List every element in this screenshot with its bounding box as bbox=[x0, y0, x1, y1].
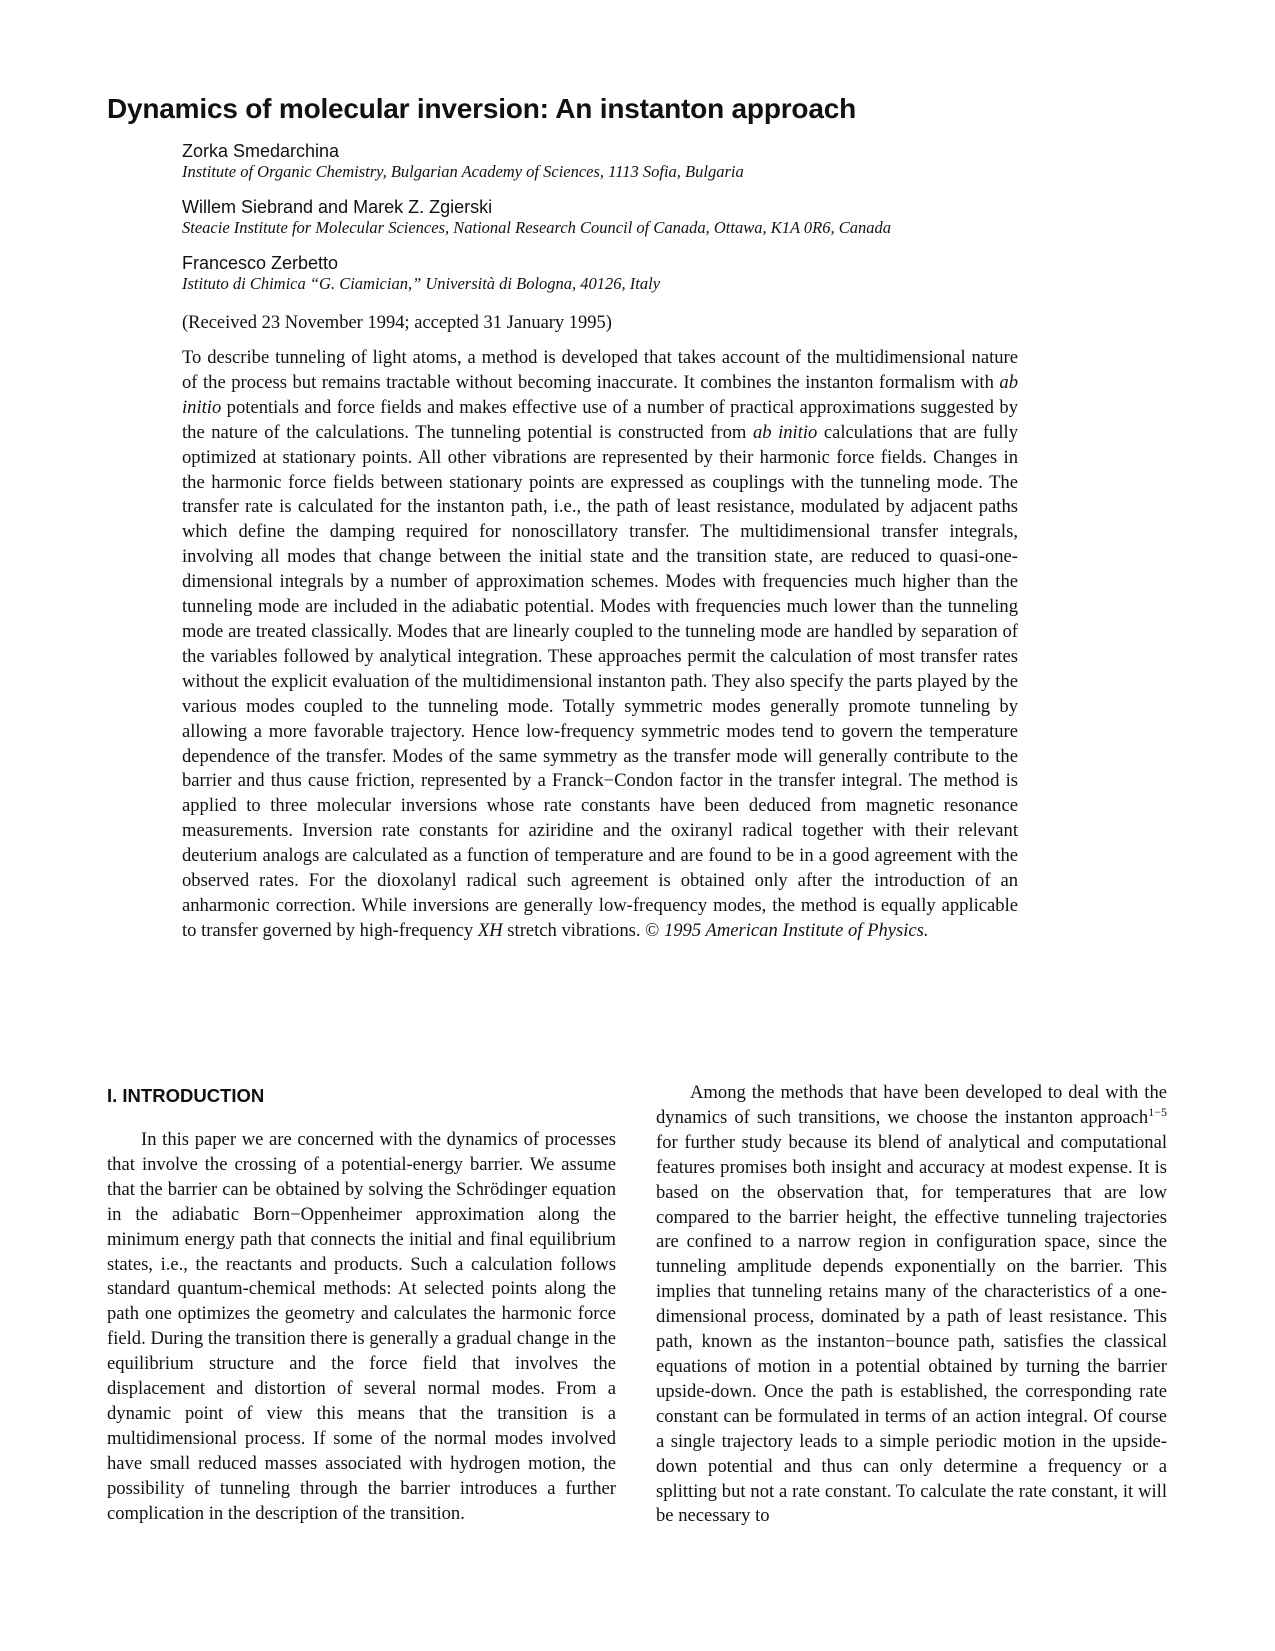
body-text: for further study because its blend of analytical and computational features promises both insight and accuracy at modest expense. It is based on the observation that, for temperatures that are low compared to the barrier height, the effective tunneling trajectories are confined to a narrow region in configuration space, since the tunneling amplitude depends exponentially on the barrier. This implies that tunneling retains many of the characteristics of a one-dimensional process, dominated by a path of least resistance. This path, known as the instanton−bounce path, satisfies the classical equations of motion in a potential obtained by turning the barrier upside-down. Once the path is established, the corresponding rate constant can be formulated in terms of an action integral. Of course a single trajectory leads to a simple periodic motion in the upside-down potential and thus can only determine a frequency or a splitting but not a rate constant. To calculate the rate constant, it will be necessary to bbox=[656, 1131, 1167, 1527]
paper-title: Dynamics of molecular inversion: An instanton approach bbox=[107, 93, 856, 124]
citation-reference: 1−5 bbox=[1148, 1104, 1167, 1119]
author-name: Willem Siebrand and Marek Z. Zgierski bbox=[182, 197, 493, 217]
body-column-right bbox=[656, 1081, 1167, 1529]
author-affiliation: Steacie Institute for Molecular Sciences, National Research Council of Canada, Ottawa, K1A 0R6, Canada bbox=[182, 218, 891, 237]
abstract-paragraph bbox=[182, 346, 1018, 944]
abstract bbox=[182, 346, 1018, 944]
abstract-italic-term: ab initio bbox=[752, 421, 818, 443]
received-dates: (Received 23 November 1994; accepted 31 January 1995) bbox=[182, 313, 612, 333]
author-affiliation: Istituto di Chimica “G. Ciamician,” Università di Bologna, 40126, Italy bbox=[182, 274, 661, 293]
abstract-text: To describe tunneling of light atoms, a method is developed that takes account of the multidimensional nature of the process but remains tractable without becoming inaccurate. It combines the instanton formalism with bbox=[182, 347, 1018, 393]
author-group-3 bbox=[182, 252, 660, 294]
copyright-notice: 1995 American Institute of Physics. bbox=[659, 919, 929, 941]
author-name: Francesco Zerbetto bbox=[182, 253, 339, 273]
author-name: Zorka Smedarchina bbox=[182, 141, 340, 161]
author-affiliation: Institute of Organic Chemistry, Bulgarian Academy of Sciences, 1113 Sofia, Bulgaria bbox=[182, 162, 744, 181]
author-group-2 bbox=[182, 196, 891, 238]
abstract-italic-term: XH bbox=[477, 919, 503, 941]
abstract-text: stretch vibrations. bbox=[502, 919, 646, 941]
abstract-italic-term: ab initio bbox=[182, 371, 1018, 418]
body-paragraph: In this paper we are concerned with the dynamics of processes that involve the crossing of a potential-energy barrier. We assume that the barrier can be obtained by solving the Schrödinger equation in the adiabatic Born−Oppenheimer approximation along the minimum energy path that connects the initial and final equilibrium states, i.e., the reactants and products. Such a calculation follows standard quantum-chemical methods: At selected points along the path one optimizes the geometry and calculates the harmonic force field. During the transition there is generally a gradual change in the equilibrium structure and the force field that involves the displacement and distortion of several normal modes. From a dynamic point of view this means that the transition is a multidimensional process. If some of the normal modes involved have small reduced masses associated with hydrogen motion, the possibility of tunneling through the barrier introduces a further complication in the description of the transition. bbox=[107, 1129, 616, 1524]
author-group-1 bbox=[182, 140, 744, 182]
section-heading: I. INTRODUCTION bbox=[107, 1085, 265, 1106]
body-paragraph bbox=[656, 1081, 1167, 1529]
body-column-left bbox=[107, 1128, 616, 1527]
abstract-text: potentials and force fields and makes effective use of a number of practical approximations suggested by the nature of the calculations. The tunneling potential is constructed from bbox=[182, 396, 1018, 443]
abstract-text: calculations that are fully optimized at stationary points. All other vibrations are represented by their harmonic force fields. Changes in the harmonic force fields between stationary points are expressed as couplings with the tunneling mode. The transfer rate is calculated for the instanton path, i.e., the path of least resistance, modulated by adjacent paths which define the damping required for nonoscillatory transfer. The multidimensional transfer integrals, involving all modes that change between the initial state and the transition state, are reduced to quasi-one-dimensional integrals by a number of approximation schemes. Modes with frequencies much higher than the tunneling mode are included in the adiabatic potential. Modes with frequencies much lower than the tunneling mode are treated classically. Modes that are linearly coupled to the tunneling mode are handled by separation of the variables followed by analytical integration. These approaches permit the calculation of most transfer rates without the explicit evaluation of the multidimensional instanton path. They also specify the parts played by the various modes coupled to the tunneling mode. Totally symmetric modes generally promote tunneling by allowing a more favorable trajectory. Hence low-frequency symmetric modes tend to govern the temperature dependence of the transfer. Modes of the same symmetry as the transfer mode will generally contribute to the barrier and thus cause friction, represented by a Franck−Condon factor in the transfer integral. The method is applied to three molecular inversions whose rate constants have been deduced from magnetic resonance measurements. Inversion rate constants for aziridine and the oxiranyl radical together with their relevant deuterium analogs are calculated as a function of temperature and are found to be in a good agreement with the observed rates. For the dioxolanyl radical such agreement is obtained only after the introduction of an anharmonic correction. While inversions are generally low-frequency modes, the method is equally applicable to transfer governed by high-frequency bbox=[182, 421, 1019, 941]
body-text: Among the methods that have been developed to deal with the dynamics of such transitions, we choose the instanton approach bbox=[656, 1082, 1167, 1128]
copyright-symbol: © bbox=[645, 919, 660, 941]
